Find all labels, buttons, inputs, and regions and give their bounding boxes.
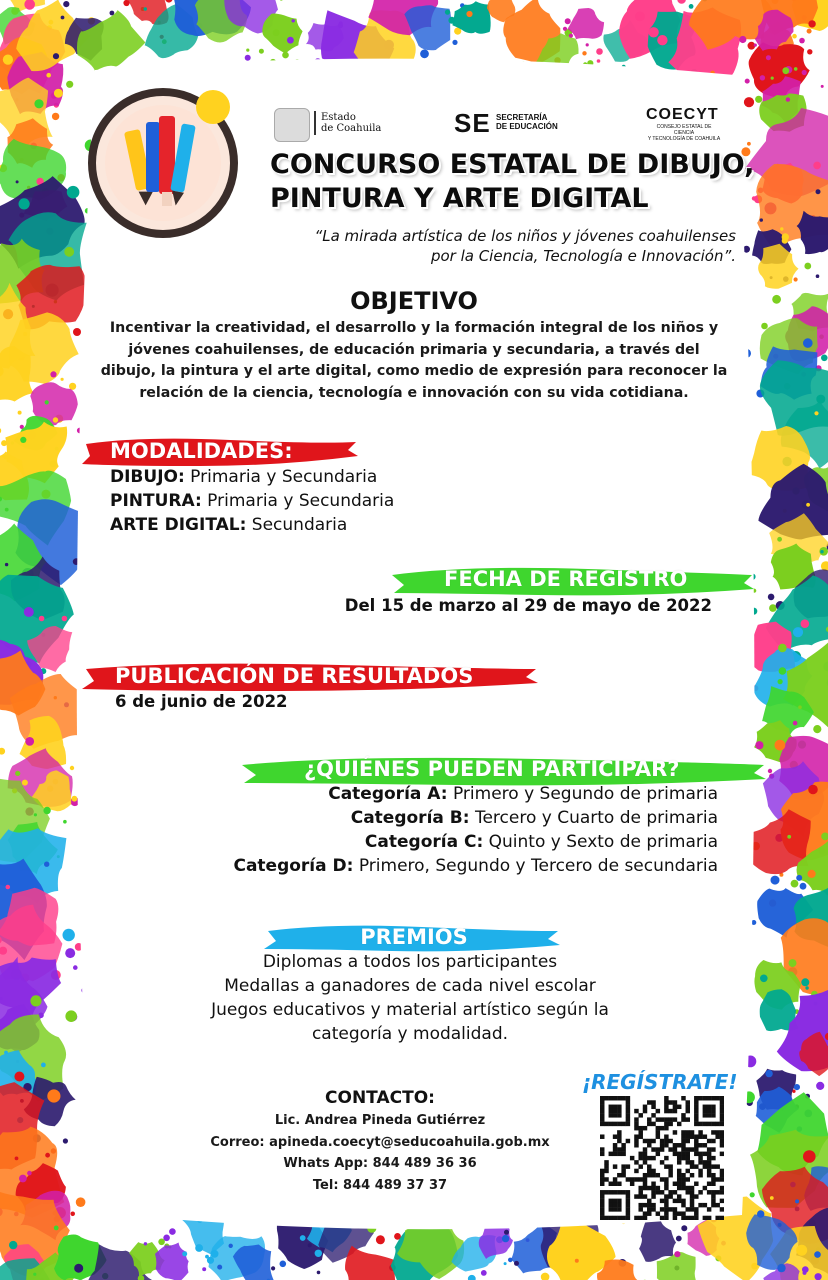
- objetivo-line: jóvenes coahuilenses, de educación primaria y secundaria, a través del: [128, 341, 700, 358]
- premio-item: Diplomas a todos los participantes: [262, 952, 558, 972]
- resultados-heading: PUBLICACIÓN DE RESULTADOS: [115, 664, 474, 688]
- sun-icon: [196, 90, 230, 124]
- participantes-heading: ¿QUIÉNES PUEDEN PARTICIPAR?: [304, 757, 680, 781]
- se-label: [496, 113, 558, 131]
- premio-item: Medallas a ganadores de cada nivel escolar: [224, 976, 596, 996]
- registro-heading: FECHA DE REGISTRO: [444, 567, 688, 591]
- se-abbrev: SE: [454, 108, 491, 138]
- modalidades-list: [110, 465, 394, 537]
- premios-heading: PREMIOS: [360, 925, 468, 949]
- estado-coahuila-logo: [321, 112, 381, 134]
- modalidad-label: PINTURA:: [110, 491, 202, 511]
- qr-code-icon[interactable]: [600, 1096, 724, 1220]
- modalidad-value: Secundaria: [246, 515, 348, 535]
- coecyt-name: COECYT: [646, 106, 719, 123]
- objetivo-text: [70, 318, 758, 404]
- categoria-label: Categoría A:: [328, 784, 448, 804]
- categoria-value: Tercero y Cuarto de primaria: [469, 808, 718, 828]
- modalidad-item: [110, 513, 394, 537]
- coahuila-label: de Coahuila: [321, 123, 382, 134]
- contact-email[interactable]: Correo: apineda.coecyt@seducoahuila.gob.mx: [210, 1134, 550, 1150]
- divider: [314, 111, 316, 135]
- contacto-info: [180, 1110, 580, 1196]
- se-label-line1: SECRETARÍA: [496, 113, 548, 122]
- registro-text: Del 15 de marzo al 29 de mayo de 2022: [344, 596, 712, 615]
- premio-item: Juegos educativos y material artístico según la: [211, 1000, 609, 1020]
- se-logo: [454, 108, 491, 139]
- categoria-value: Primero, Segundo y Tercero de secundaria: [353, 856, 718, 876]
- title-line1: CONCURSO ESTATAL DE DIBUJO,: [270, 149, 755, 180]
- coahuila-shield-icon: [274, 108, 310, 142]
- se-label-line2: DE EDUCACIÓN: [496, 122, 558, 131]
- subtitle: [136, 226, 736, 266]
- objetivo-line: relación de la ciencia, tecnología e innovación con su vida cotidiana.: [139, 384, 689, 401]
- categoria-label: Categoría D:: [233, 856, 354, 876]
- register-label: ¡REGÍSTRATE!: [582, 1070, 738, 1094]
- modalidad-item: [110, 465, 394, 489]
- categoria-label: Categoría C:: [364, 832, 484, 852]
- categoria-value: Quinto y Sexto de primaria: [483, 832, 718, 852]
- coecyt-sub-line2: Y TECNOLOGÍA DE COAHUILA: [647, 136, 721, 142]
- participantes-list: [233, 782, 718, 878]
- subtitle-line2: por la Ciencia, Tecnología e Innovación”.: [430, 247, 736, 265]
- page-title: [270, 148, 754, 216]
- modalidad-value: Primaria y Secundaria: [201, 491, 395, 511]
- objetivo-line: Incentivar la creatividad, el desarrollo y la formación integral de los niños y: [109, 320, 719, 336]
- resultados-text: 6 de junio de 2022: [115, 692, 288, 711]
- premios-list: [0, 950, 820, 1046]
- coecyt-sub-line1: CONSEJO ESTATAL DE CIENCIA: [656, 124, 712, 136]
- objetivo-heading: OBJETIVO: [350, 287, 478, 315]
- modalidad-label: ARTE DIGITAL:: [110, 515, 247, 535]
- modalidad-label: DIBUJO:: [110, 467, 185, 487]
- subtitle-line1: “La mirada artística de los niños y jóvenes coahuilenses: [314, 227, 736, 245]
- categoria-item: [233, 830, 718, 854]
- contact-name: Lic. Andrea Pineda Gutiérrez: [274, 1113, 486, 1128]
- coecyt-logo: [646, 106, 726, 142]
- contacto-heading: CONTACTO:: [325, 1088, 435, 1108]
- modalidades-heading: MODALIDADES:: [110, 439, 293, 463]
- objetivo-line: dibujo, la pintura y el arte digital, como medio de expresión para reconocer la: [100, 363, 728, 379]
- categoria-item: [233, 854, 718, 878]
- categoria-item: [233, 806, 718, 830]
- categoria-value: Primero y Segundo de primaria: [447, 784, 718, 804]
- coecyt-sub: [646, 124, 722, 142]
- estado-label: Estado: [321, 112, 356, 123]
- premio-item: categoría y modalidad.: [311, 1024, 509, 1044]
- contact-phone: Tel: 844 489 37 37: [312, 1177, 448, 1193]
- title-line2: PINTURA Y ARTE DIGITAL: [270, 183, 649, 214]
- modalidad-value: Primaria y Secundaria: [184, 467, 378, 487]
- categoria-item: [233, 782, 718, 806]
- contact-whatsapp: Whats App: 844 489 36 36: [283, 1156, 477, 1171]
- modalidad-item: [110, 489, 394, 513]
- categoria-label: Categoría B:: [350, 808, 470, 828]
